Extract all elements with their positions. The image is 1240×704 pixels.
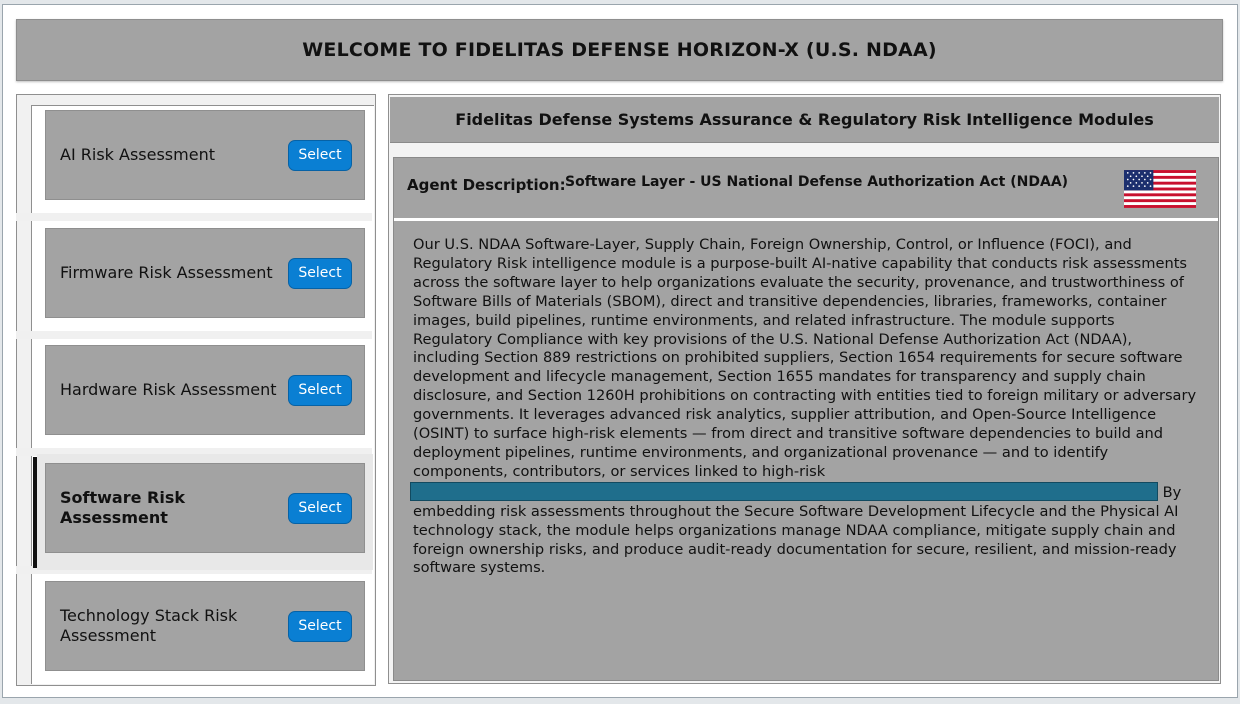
us-flag-icon bbox=[1124, 169, 1196, 209]
sidebar-item-label: Technology Stack Risk Assessment bbox=[60, 606, 238, 645]
modules-header bbox=[390, 97, 1219, 143]
select-button-tech-stack-risk[interactable]: Select bbox=[288, 611, 352, 642]
active-item-indicator bbox=[33, 457, 37, 568]
sidebar-item-label: AI Risk Assessment bbox=[60, 145, 215, 164]
page-title: WELCOME TO FIDELITAS DEFENSE HORIZON-X (U.S. NDAA) bbox=[302, 39, 937, 61]
select-button-hardware-risk[interactable]: Select bbox=[288, 375, 352, 406]
select-button-ai-risk[interactable]: Select bbox=[288, 140, 352, 171]
page-header bbox=[16, 19, 1223, 81]
sidebar-item-tech-stack-risk[interactable] bbox=[45, 581, 365, 671]
select-button-software-risk[interactable]: Select bbox=[288, 493, 352, 524]
modules-title: Fidelitas Defense Systems Assurance & Regulatory Risk Intelligence Modules bbox=[455, 110, 1154, 129]
divider bbox=[16, 331, 372, 339]
sidebar-item-ai-risk[interactable] bbox=[45, 110, 365, 200]
agent-description-body bbox=[413, 236, 1198, 578]
divider bbox=[16, 213, 372, 221]
sidebar-item-label: Hardware Risk Assessment bbox=[60, 380, 277, 399]
description-paragraph-part2: By embedding risk assessments throughout the Secure Software Development Lifecycle and the Physical AI technology stack, the module helps organizations manage NDAA compliance, mitigate supply chain and foreign ownership risks, and produce audit-ready documentation for secure, resilient, and mission-ready software systems. bbox=[413, 483, 1182, 577]
sidebar-item-hardware-risk[interactable] bbox=[45, 345, 365, 435]
agent-description-label: Agent Description: bbox=[407, 176, 566, 194]
select-button-firmware-risk[interactable]: Select bbox=[288, 258, 352, 289]
text-selection-highlight bbox=[410, 482, 1158, 501]
sidebar-item-label: Software Risk Assessment bbox=[60, 488, 185, 527]
sidebar-item-label: Firmware Risk Assessment bbox=[60, 263, 273, 282]
sidebar-item-software-risk[interactable] bbox=[45, 463, 365, 553]
sidebar-item-firmware-risk[interactable] bbox=[45, 228, 365, 318]
description-paragraph-part1: Our U.S. NDAA Software-Layer, Supply Chain, Foreign Ownership, Control, or Influence (FOCI), and Regulatory Risk intelligence module is a purpose-built AI-native capability that conducts risk assessments across the software layer to help organizations evaluate the security, provenance, and trustworthiness of Software Bills of Materials (SBOM), direct and transitive dependencies, libraries, frameworks, container images, build pipelines, runtime environments, and related infrastructure. The module supports Regulatory Compliance with key provisions of the U.S. National Defense Authorization Act (NDAA), including Section 889 restrictions on prohibited suppliers, Section 1654 requirements for secure software development and lifecycle management, Section 1655 mandates for transparency and supply chain disclosure, and Section 1260H prohibitions on contracting with entities tied to foreign military or adversary governments. It leverages advanced risk analytics, supplier attribution, and Open-Source Intelligence (OSINT) to surface high-risk elements — from direct and transitive software dependencies to build and deployment pipelines, runtime environments, and organizational provenance — and to identify components, contributors, or services linked to high-risk bbox=[413, 236, 1197, 480]
agent-description-row bbox=[394, 160, 1218, 221]
agent-description-value: Software Layer - US National Defense Authorization Act (NDAA) bbox=[565, 174, 1069, 190]
